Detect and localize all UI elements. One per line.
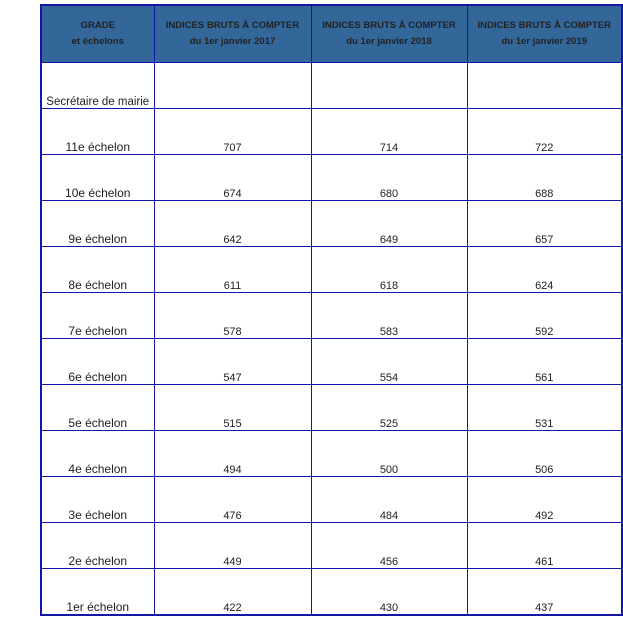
echelon-label: 3e échelon [41, 477, 154, 523]
value-2017: 449 [154, 523, 311, 569]
table-row [41, 155, 622, 201]
echelon-label: 8e échelon [41, 247, 154, 293]
value-2017: 707 [154, 109, 311, 155]
table-row [41, 385, 622, 431]
echelon-label: 11e échelon [41, 109, 154, 155]
value-2017: 642 [154, 201, 311, 247]
value-2017: 422 [154, 569, 311, 615]
value-2018: 525 [311, 385, 467, 431]
value-2017: 674 [154, 155, 311, 201]
header-2019 [467, 5, 622, 63]
table-row [41, 109, 622, 155]
header-2018-line2: du 1er janvier 2018 [346, 36, 432, 47]
value-2018: 484 [311, 477, 467, 523]
header-grade-line1: GRADE [80, 20, 115, 31]
value-2017: 578 [154, 293, 311, 339]
value-2019: 437 [467, 569, 622, 615]
table-row [41, 569, 622, 615]
indices-table [40, 4, 623, 616]
header-2018-line1: INDICES BRUTS À COMPTER [322, 20, 456, 31]
header-grade-line2: et échelons [71, 36, 124, 47]
table-row [41, 293, 622, 339]
value-2019: 657 [467, 201, 622, 247]
value-2017: 476 [154, 477, 311, 523]
table-row [41, 477, 622, 523]
table-row [41, 247, 622, 293]
echelon-label: 4e échelon [41, 431, 154, 477]
value-2018: 554 [311, 339, 467, 385]
echelon-label: 1er échelon [41, 569, 154, 615]
value-2019: 722 [467, 109, 622, 155]
value-2019: 492 [467, 477, 622, 523]
value-2019: 561 [467, 339, 622, 385]
value-2018: 618 [311, 247, 467, 293]
header-2019-line2: du 1er janvier 2019 [501, 36, 588, 47]
header-2019-line1: INDICES BRUTS À COMPTER [477, 20, 612, 31]
value-2019: 624 [467, 247, 622, 293]
value-2017: 494 [154, 431, 311, 477]
grade-title-row [41, 63, 622, 109]
table-row [41, 201, 622, 247]
value-2018: 456 [311, 523, 467, 569]
value-2018: 430 [311, 569, 467, 615]
echelon-label: 6e échelon [41, 339, 154, 385]
empty-cell [467, 63, 622, 109]
table-row [41, 339, 622, 385]
echelon-label: 9e échelon [41, 201, 154, 247]
value-2017: 611 [154, 247, 311, 293]
echelon-label: 10e échelon [41, 155, 154, 201]
value-2018: 649 [311, 201, 467, 247]
table-row [41, 523, 622, 569]
value-2019: 592 [467, 293, 622, 339]
header-2017 [154, 5, 311, 63]
header-2018 [311, 5, 467, 63]
value-2019: 506 [467, 431, 622, 477]
value-2018: 583 [311, 293, 467, 339]
value-2018: 680 [311, 155, 467, 201]
value-2018: 500 [311, 431, 467, 477]
value-2017: 547 [154, 339, 311, 385]
value-2019: 688 [467, 155, 622, 201]
value-2018: 714 [311, 109, 467, 155]
echelon-label: 5e échelon [41, 385, 154, 431]
value-2019: 531 [467, 385, 622, 431]
header-2017-line2: du 1er janvier 2017 [189, 36, 276, 47]
header-grade [41, 5, 154, 63]
empty-cell [154, 63, 311, 109]
table-row [41, 431, 622, 477]
grade-title: Secrétaire de mairie [41, 63, 154, 109]
header-row [41, 5, 622, 63]
value-2019: 461 [467, 523, 622, 569]
echelon-label: 2e échelon [41, 523, 154, 569]
echelon-label: 7e échelon [41, 293, 154, 339]
value-2017: 515 [154, 385, 311, 431]
header-2017-line1: INDICES BRUTS À COMPTER [165, 20, 300, 31]
empty-cell [311, 63, 467, 109]
